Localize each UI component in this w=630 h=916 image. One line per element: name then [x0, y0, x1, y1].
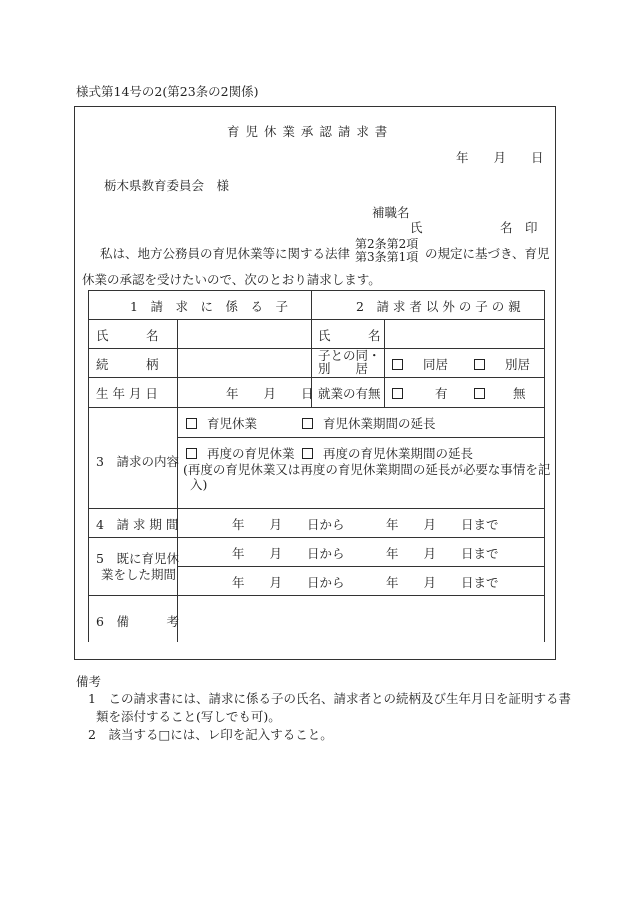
- body-text-line1-end: の規定に基づき、育児: [425, 246, 550, 261]
- header-requested-child: 1 請 求 に 係 る 子: [130, 299, 288, 314]
- checkbox-repeat-leave[interactable]: [186, 448, 197, 459]
- content-note-line1: (再度の育児休業又は再度の育児休業期間の延長が必要な事情を記: [183, 462, 551, 477]
- previous-leave-label: [96, 551, 179, 583]
- header-other-parent: 2 請 求 者 以 外 の 子 の 親: [356, 299, 521, 314]
- checkbox-separate[interactable]: [474, 359, 485, 370]
- relation-label: 続 柄: [96, 357, 159, 372]
- content-again-label: 再度の育児休業: [207, 446, 295, 461]
- cohabitation-label-line2: 別 居: [318, 361, 369, 376]
- previous-leave-label-line1: 5 既に育児休: [96, 551, 179, 566]
- content-again-extension-label: 再度の育児休業期間の延長: [323, 446, 474, 461]
- content-leave-option[interactable]: [186, 414, 257, 432]
- recipient: 栃木県教育委員会 様: [104, 178, 230, 193]
- request-content-label: 3 請求の内容: [96, 454, 179, 469]
- birthdate-label: 生 年 月 日: [96, 386, 158, 401]
- previous-period-2-from: 年 月 日から: [232, 575, 345, 590]
- body-text-line1: 私は、地方公務員の育児休業等に関する法律: [100, 246, 351, 261]
- checkbox-cohabit[interactable]: [392, 359, 403, 370]
- name-label: 氏: [410, 220, 423, 235]
- remarks-label: 6 備 考: [96, 614, 179, 629]
- checkbox-repeat-leave-extension[interactable]: [302, 448, 313, 459]
- law-articles: [355, 238, 418, 264]
- child-name-label: 氏 名: [96, 328, 159, 343]
- checkbox-employment-yes[interactable]: [392, 388, 403, 399]
- content-extension-label: 育児休業期間の延長: [323, 416, 436, 431]
- law-article-1: 第2条第2項: [355, 237, 419, 251]
- employment-no-option[interactable]: [474, 384, 526, 402]
- notes-heading: 備考: [76, 674, 102, 689]
- previous-leave-label-line2: 業をした期間: [101, 567, 177, 582]
- period-to-field: 年 月 日まで: [386, 517, 499, 532]
- employment-yes-option[interactable]: [392, 384, 448, 402]
- checkbox-employment-no[interactable]: [474, 388, 485, 399]
- page-title: 育 児 休 業 承 認 請 求 書: [227, 124, 389, 139]
- separate-option[interactable]: [474, 355, 530, 373]
- request-period-label: 4 請 求 期 間: [96, 517, 179, 532]
- employment-yes-label: 有: [435, 386, 448, 401]
- note-1-line1: 1 この請求書には、請求に係る子の氏名、請求者との続柄及び生年月日を証明する書: [88, 691, 571, 706]
- checkbox-leave-extension[interactable]: [302, 418, 313, 429]
- cohabit-option-label: 同居: [423, 357, 449, 372]
- previous-period-2-to: 年 月 日まで: [386, 575, 499, 590]
- date-line: 年 月 日: [456, 150, 544, 165]
- period-from-field: 年 月 日から: [232, 517, 345, 532]
- job-title-label: 補職名: [372, 205, 410, 220]
- previous-period-1-to: 年 月 日まで: [386, 546, 499, 561]
- content-leave-label: 育児休業: [207, 416, 258, 431]
- form-number: 様式第14号の2(第23条の2関係): [76, 84, 259, 99]
- parent-name-label: 氏 名: [318, 328, 381, 343]
- cohabitation-label-line1: 子との同・: [318, 348, 381, 363]
- checkbox-childcare-leave[interactable]: [186, 418, 197, 429]
- employment-no-label: 無: [513, 386, 526, 401]
- body-text-line2: 休業の承認を受けたいので、次のとおり請求します。: [82, 272, 381, 287]
- separate-option-label: 別居: [505, 357, 531, 372]
- previous-period-1-from: 年 月 日から: [232, 546, 345, 561]
- content-note-line2: 入): [190, 477, 208, 492]
- cohabit-option[interactable]: [392, 355, 448, 373]
- cohabitation-label: [318, 349, 381, 375]
- law-article-2: 第3条第1項: [355, 250, 419, 264]
- employment-label: 就業の有無: [318, 386, 381, 401]
- content-extension-option[interactable]: [302, 414, 436, 432]
- note-2: 2 該当する□には、レ印を記入すること。: [88, 727, 333, 742]
- seal-label: 名 印: [500, 220, 538, 235]
- birthdate-field: 年 月 日: [226, 386, 314, 401]
- note-1-line2: 類を添付すること(写しでも可)。: [96, 709, 281, 724]
